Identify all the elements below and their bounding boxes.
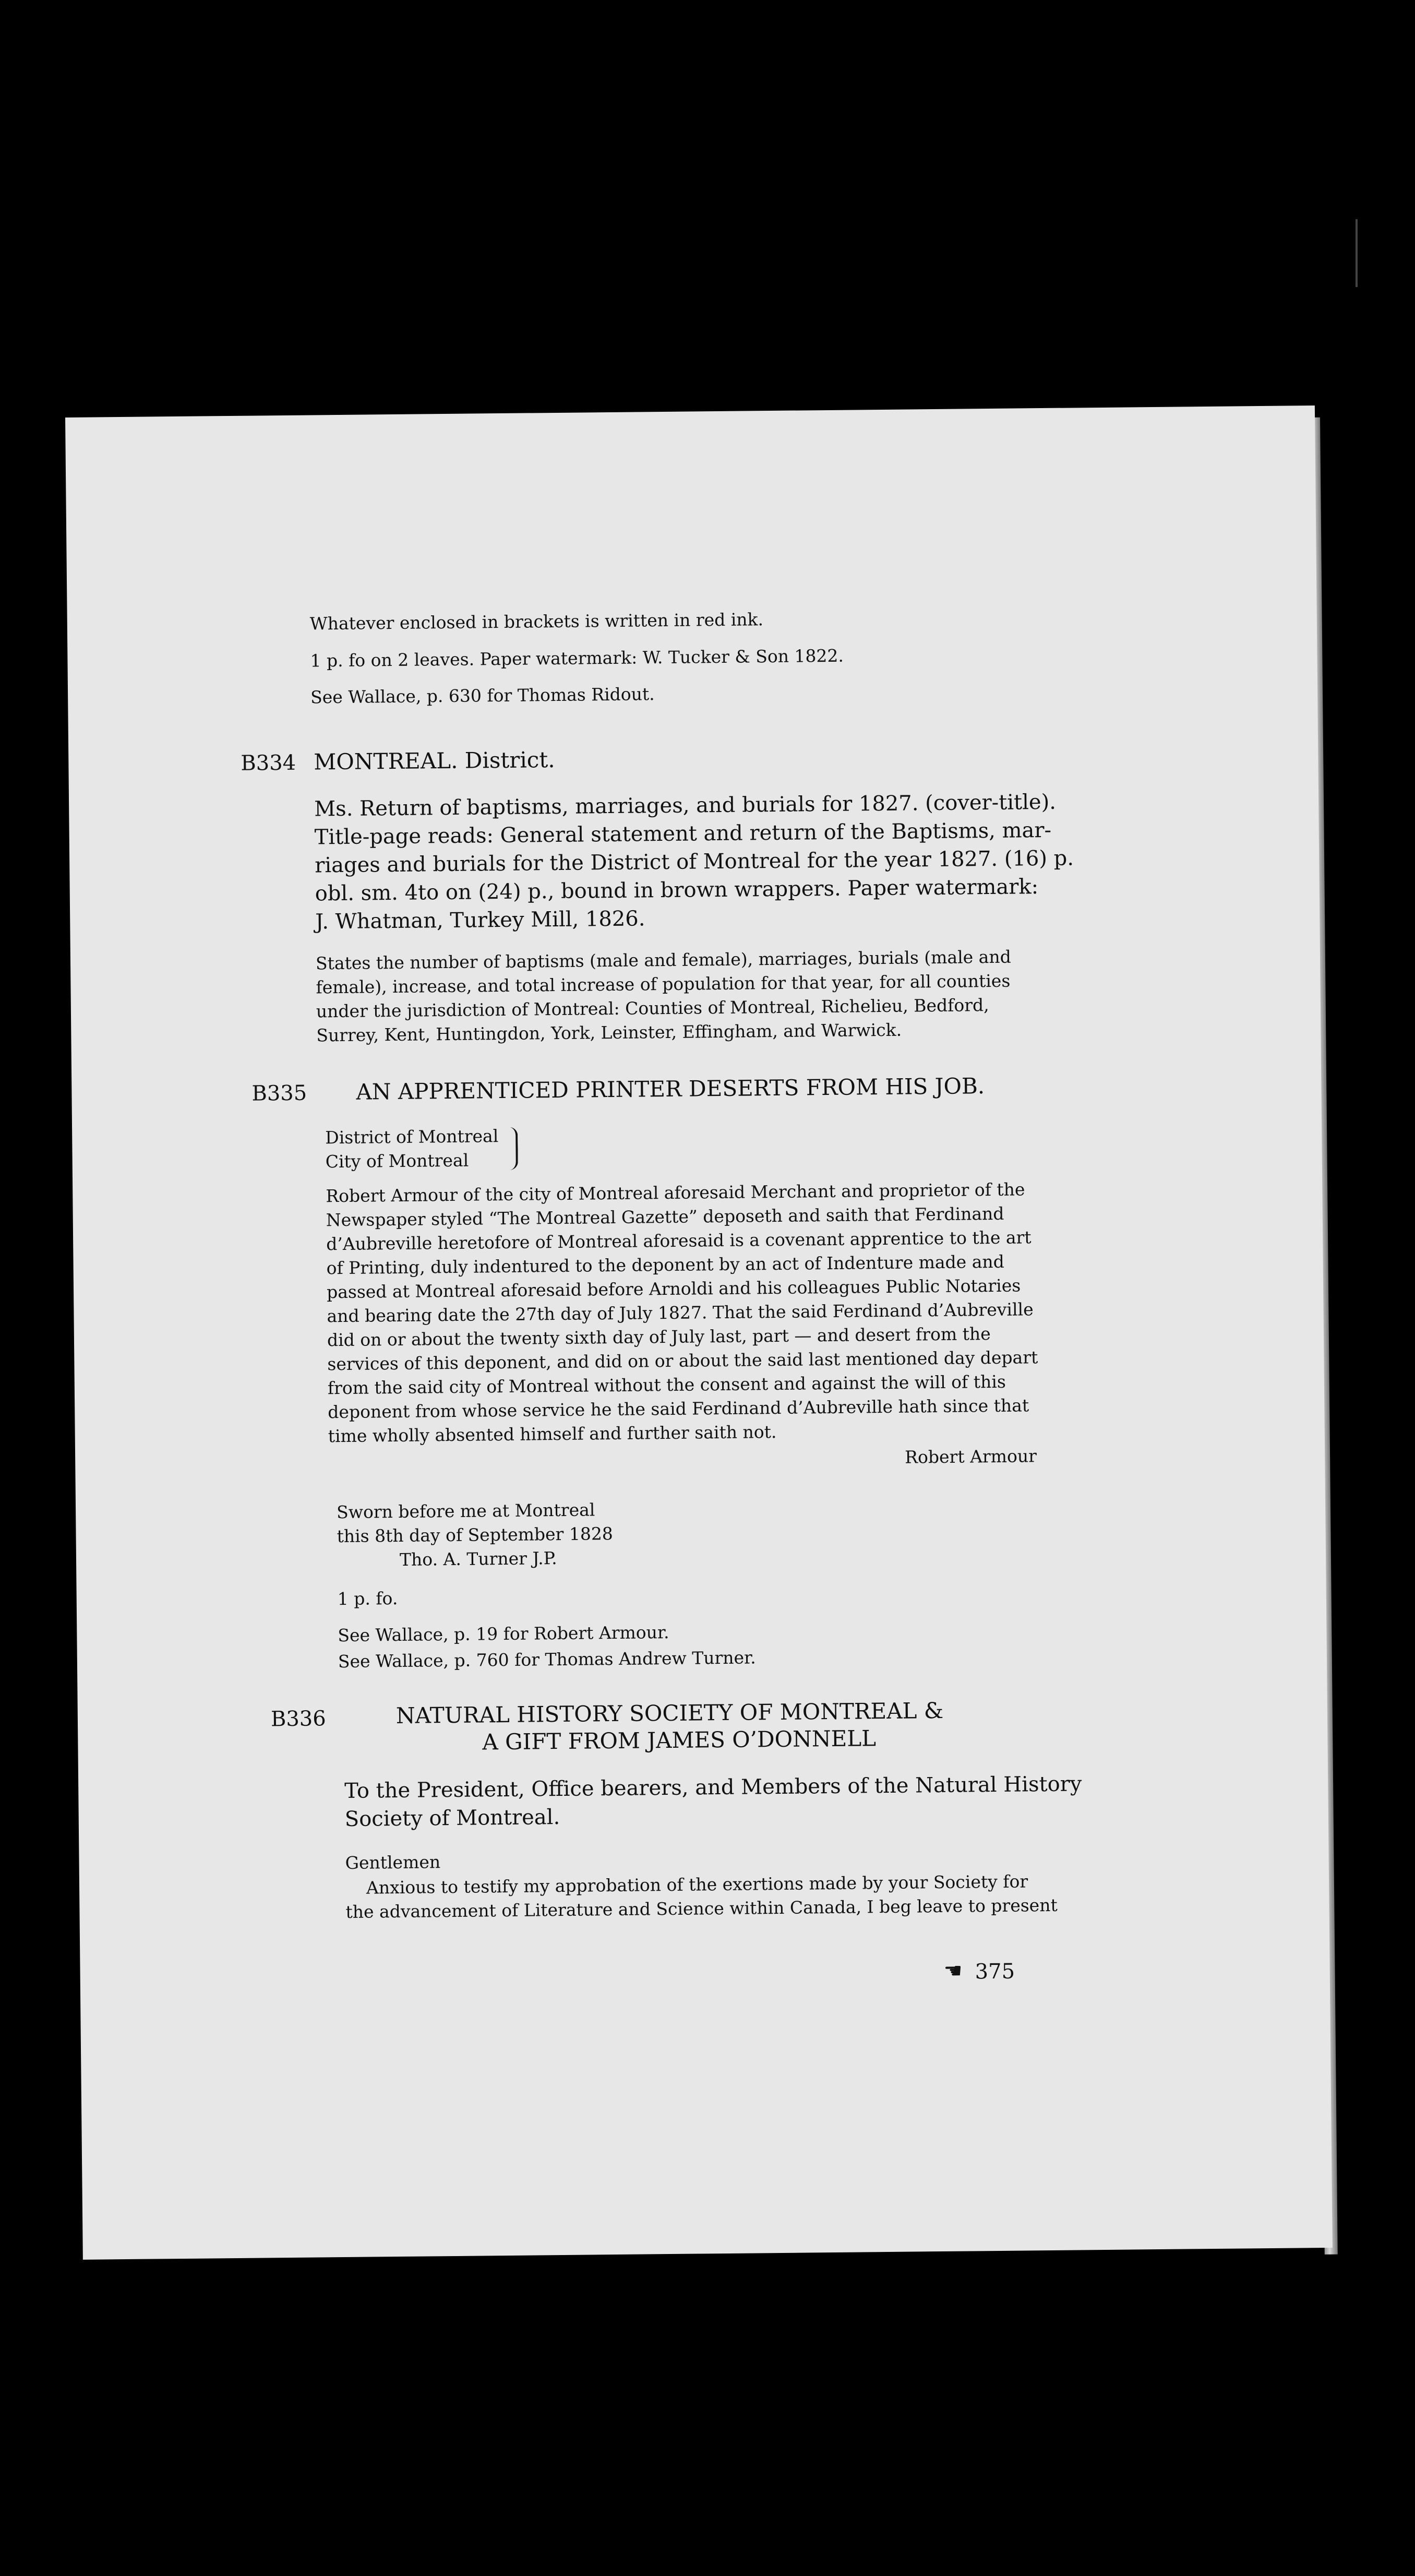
b334-desc-line: riages and burials for the District of Montreal for the year 1827. (16) p.	[315, 846, 1074, 878]
b336-salutation: Gentlemen	[345, 1852, 441, 1873]
b335-district: District of Montreal	[325, 1126, 499, 1148]
b336-text-line-2: the advancement of Literature and Science within Canada, I beg leave to present	[345, 1894, 1058, 1922]
b335-body-line: from the said city of Montreal without the consent and against the will of this	[327, 1371, 1006, 1399]
b335-body-line: time wholly absented himself and further saith not.	[328, 1422, 777, 1447]
entry-title-b336-line-2: A GIFT FROM JAMES O’DONNELL	[482, 1725, 877, 1755]
bracket-brace	[505, 1127, 518, 1170]
b334-desc-line: J. Whatman, Turkey Mill, 1826.	[315, 907, 645, 934]
page-number: 375	[975, 1959, 1015, 1984]
scanned-page	[65, 406, 1333, 2260]
pointing-hand-icon: ☚	[943, 1959, 963, 1983]
entry-code-b335: B335	[251, 1081, 307, 1106]
b335-sworn-line-2: this 8th day of September 1828	[337, 1523, 614, 1547]
entry-title-b334: MONTREAL. District.	[314, 747, 555, 775]
b335-sworn-line-1: Sworn before me at Montreal	[336, 1499, 595, 1523]
b335-body-line: services of this deponent, and did on or about the said last mentioned day depart	[327, 1347, 1038, 1375]
intro-line-2: 1 p. fo on 2 leaves. Paper watermark: W. Tucker & Son 1822.	[310, 645, 844, 671]
b335-signature: Robert Armour	[905, 1446, 1037, 1468]
b335-body-line: d’Aubreville heretofore of Montreal aforesaid is a covenant apprentice to the art	[326, 1227, 1032, 1255]
b335-extent: 1 p. fo.	[337, 1588, 398, 1609]
b334-desc-line: Title-page reads: General statement and return of the Baptisms, mar-	[314, 818, 1052, 850]
margin-mark	[1356, 219, 1358, 287]
b336-address-line-2: Society of Montreal.	[344, 1805, 560, 1831]
entry-title-b336-line-1: NATURAL HISTORY SOCIETY OF MONTREAL &	[395, 1697, 944, 1729]
b334-desc-line: Ms. Return of baptisms, marriages, and burials for 1827. (cover-title).	[314, 790, 1057, 821]
entry-title-b335: AN APPRENTICED PRINTER DESERTS FROM HIS JOB.	[356, 1073, 985, 1105]
b335-body-line: did on or about the twenty sixth day of July last, part — and desert from the	[327, 1323, 991, 1351]
b335-see-1: See Wallace, p. 19 for Robert Armour.	[338, 1621, 669, 1646]
b335-sworn-line-3: Tho. A. Turner J.P.	[399, 1548, 557, 1570]
entry-code-b336: B336	[270, 1707, 326, 1732]
b334-note-line: States the number of baptisms (male and female), marriages, burials (male and	[315, 946, 1011, 974]
b334-note-line: under the jurisdiction of Montreal: Counties of Montreal, Richelieu, Bedford,	[316, 995, 989, 1022]
b335-body-line: of Printing, duly indentured to the deponent by an act of Indenture made and	[326, 1251, 1004, 1279]
intro-line-1: Whatever enclosed in brackets is written in red ink.	[309, 609, 764, 634]
b335-body-line: Newspaper styled “The Montreal Gazette” deposeth and saith that Ferdinand	[326, 1203, 1004, 1231]
b336-address-line-1: To the President, Office bearers, and Members of the Natural History	[344, 1772, 1082, 1803]
b335-body-line: and bearing date the 27th day of July 1827. That the said Ferdinand d’Aubreville	[327, 1299, 1034, 1327]
b335-body-line: Robert Armour of the city of Montreal aforesaid Merchant and proprietor of the	[326, 1179, 1025, 1207]
b334-note-line: female), increase, and total increase of population for that year, for all counties	[316, 970, 1011, 998]
b335-city: City of Montreal	[325, 1150, 469, 1172]
b335-see-2: See Wallace, p. 760 for Thomas Andrew Turner.	[338, 1647, 756, 1672]
b335-body-line: passed at Montreal aforesaid before Arnoldi and his colleagues Public Notaries	[326, 1275, 1021, 1303]
b336-text-line-1: Anxious to testify my approbation of the exertions made by your Society for	[366, 1871, 1028, 1898]
b334-desc-line: obl. sm. 4to on (24) p., bound in brown wrappers. Paper watermark:	[315, 875, 1039, 906]
intro-line-3: See Wallace, p. 630 for Thomas Ridout.	[310, 684, 655, 708]
b334-note-line: Surrey, Kent, Huntingdon, York, Leinster, Effingham, and Warwick.	[316, 1019, 902, 1046]
b335-body-line: deponent from whose service he the said Ferdinand d’Aubreville hath since that	[328, 1395, 1029, 1423]
entry-code-b334: B334	[241, 750, 296, 776]
